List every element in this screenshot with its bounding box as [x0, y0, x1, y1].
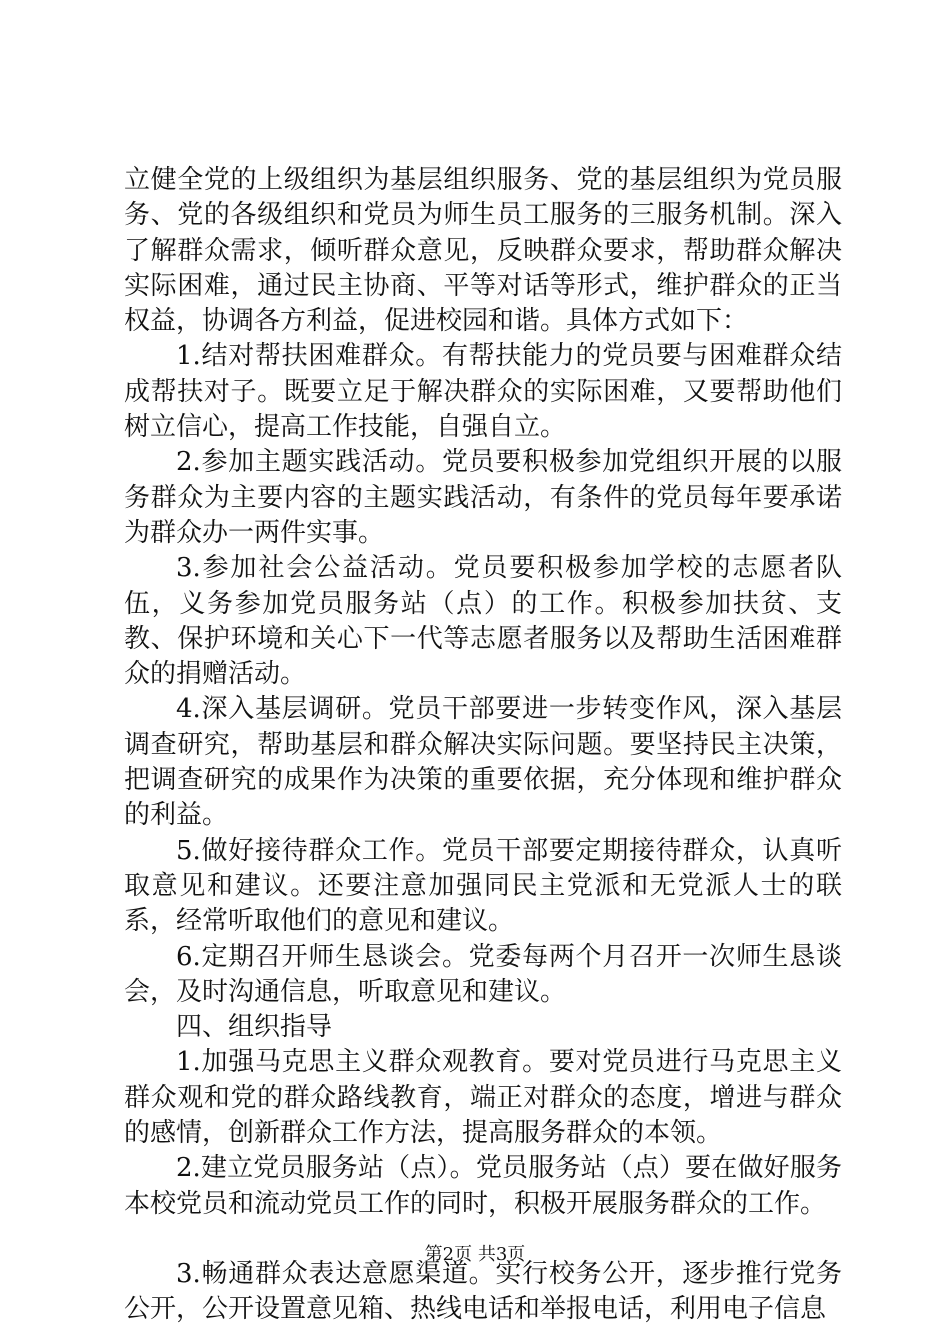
paragraph-guide-3: 3.畅通群众表达意愿渠道。实行校务公开，逐步推行党务公开，公开设置意见箱、热线电话和举报电话，利用电子信息	[124, 1258, 842, 1325]
paragraph-guide-2: 2.建立党员服务站（点）。党员服务站（点）要在做好服务本校党员和流动党员工作的同时，积极开展服务群众的工作。	[124, 1153, 842, 1219]
paragraph-intro: 立健全党的上级组织为基层组织服务、党的基层组织为党员服务、党的各级组织和党员为师生员工服务的三服务机制。深入了解群众需求，倾听群众意见，反映群众要求，帮助群众解决实际困难，通过民主协商、平等对话等形式，维护群众的正当权益，协调各方利益，促进校园和谐。具体方式如下：	[124, 165, 842, 337]
paragraph-item-6: 6.定期召开师生恳谈会。党委每两个月召开一次师生恳谈会，及时沟通信息，听取意见和建议。	[124, 941, 842, 1007]
paragraph-item-5: 5.做好接待群众工作。党员干部要定期接待群众，认真听取意见和建议。还要注意加强同民主党派和无党派人士的联系，经常听取他们的意见和建议。	[124, 835, 842, 937]
paragraph-item-2: 2.参加主题实践活动。党员要积极参加党组织开展的以服务群众为主要内容的主题实践活动，有条件的党员每年要承诺为群众办一两件实事。	[124, 447, 842, 548]
section-heading: 四、组织指导	[176, 1012, 333, 1043]
paragraph-item-3: 3.参加社会公益活动。党员要积极参加学校的志愿者队伍，义务参加党员服务站（点）的工作。积极参加扶贫、支教、保护环境和关心下一代等志愿者服务以及帮助生活困难群众的捐赠活动。	[124, 553, 842, 690]
page-number-footer: 第2页 共3页	[424, 1244, 526, 1265]
paragraph-guide-1: 1.加强马克思主义群众观教育。要对党员进行马克思主义群众观和党的群众路线教育，端正对群众的态度，增进与群众的感情，创新群众工作方法，提高服务群众的本领。	[124, 1047, 842, 1149]
document-body	[124, 163, 842, 1328]
paragraph-item-1: 1.结对帮扶困难群众。有帮扶能力的党员要与困难群众结成帮扶对子。既要立足于解决群众的实际困难，又要帮助他们树立信心，提高工作技能，自强自立。	[124, 341, 842, 443]
paragraph-item-4: 4.深入基层调研。党员干部要进一步转变作风，深入基层调查研究，帮助基层和群众解决实际问题。要坚持民主决策，把调查研究的成果作为决策的重要依据，充分体现和维护群众的利益。	[124, 694, 842, 831]
